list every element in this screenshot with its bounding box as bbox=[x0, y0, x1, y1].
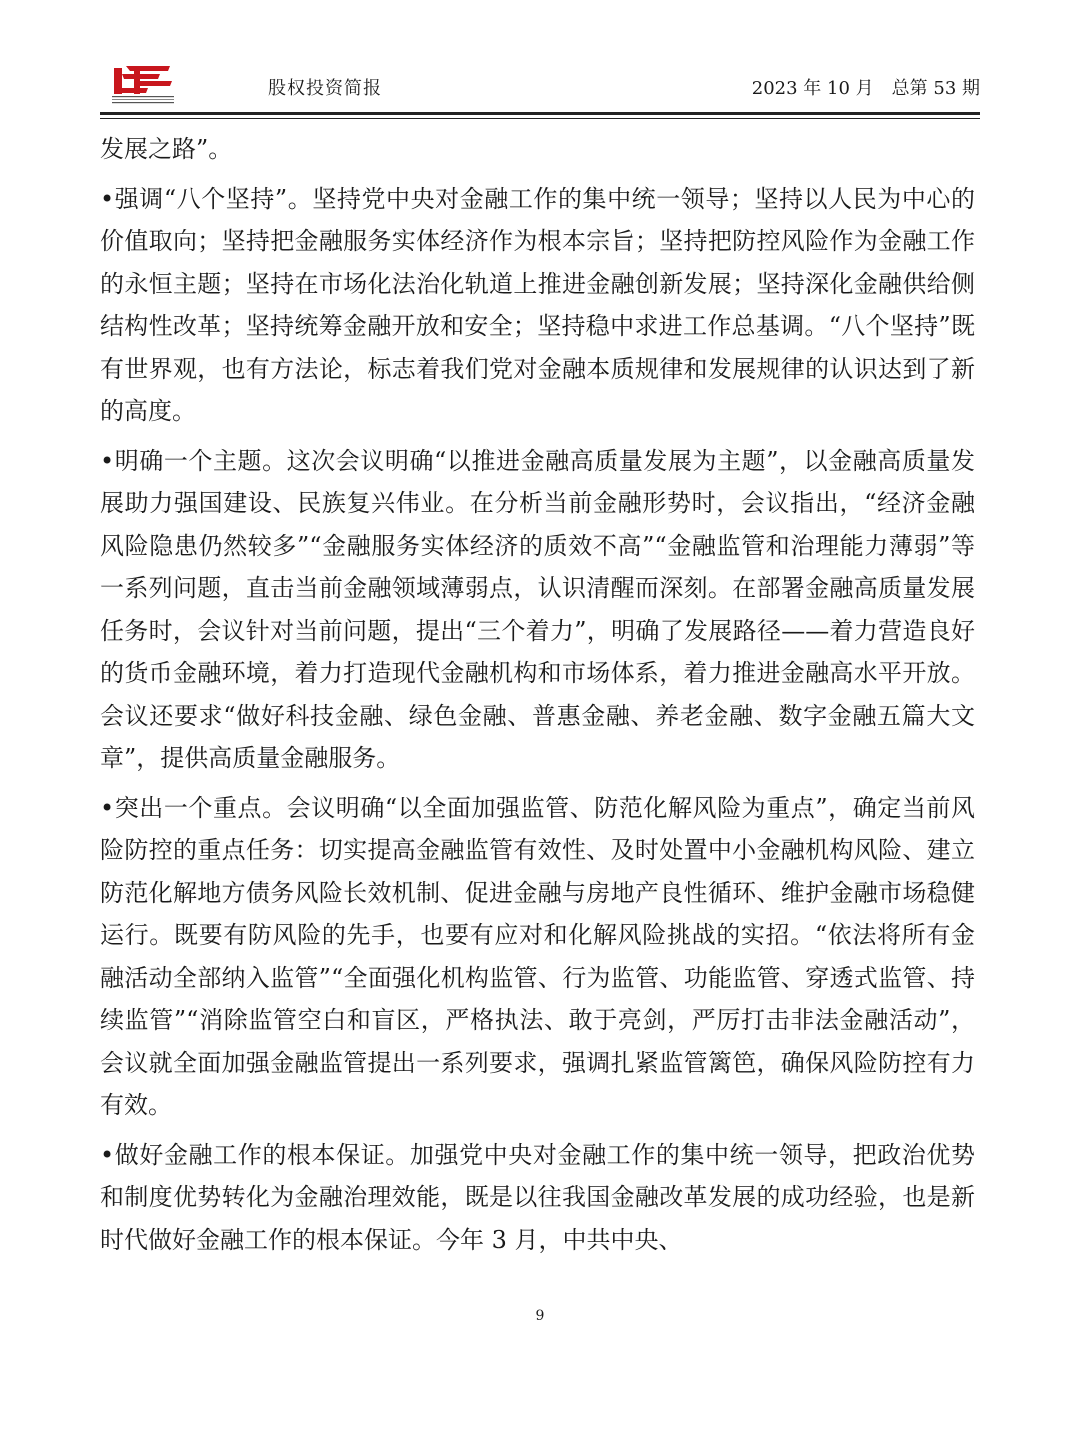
header-rule-thick bbox=[100, 112, 980, 115]
page-number: 9 bbox=[535, 1308, 545, 1324]
page-header bbox=[100, 60, 980, 112]
paragraph-one-focus: •突出一个重点。会议明确“以全面加强监管、防范化解风险为重点”，确定当前风险防控的重点任务：切实提高金融监管有效性、及时处置中小金融机构风险、建立防范化解地方债务风险长效机制、促进金融与房地产良性循环、维护金融市场稳健运行。既要有防风险的先手，也要有应对和化解风险挑战的实招。“依法将所有金融活动全部纳入监管”“全面强化机构监管、行为监管、功能监管、穿透式监管、持续监管”“消除监管空白和盲区，严格执法、敢于亮剑，严厉打击非法金融活动”，会议就全面加强金融监管提出一系列要求，强调扎紧监管篱笆，确保风险防控有力有效。 bbox=[100, 793, 975, 1119]
paragraph-one-theme: •明确一个主题。这次会议明确“以推进金融高质量发展为主题”，以金融高质量发展助力强国建设、民族复兴伟业。在分析当前金融形势时，会议指出，“经济金融风险隐患仍然较多”“金融服务实体经济的质效不高”“金融监管和治理能力薄弱”等一系列问题，直击当前金融领域薄弱点，认识清醒而深刻。在部署金融高质量发展任务时，会议针对当前问题，提出“三个着力”，明确了发展路径——着力营造良好的货币金融环境，着力打造现代金融机构和市场体系，着力推进金融高水平开放。会议还要求“做好科技金融、绿色金融、普惠金融、养老金融、数字金融五篇大文章”，提供高质量金融服务。 bbox=[100, 446, 975, 772]
article-body bbox=[100, 128, 975, 1261]
paragraph-continuation: 发展之路”。 bbox=[100, 135, 233, 163]
paragraph-eight-insistences: •强调“八个坚持”。坚持党中央对金融工作的集中统一领导；坚持以人民为中心的价值取向；坚持把金融服务实体经济作为根本宗旨；坚持把防控风险作为金融工作的永恒主题；坚持在市场化法治化轨道上推进金融创新发展；坚持深化金融供给侧结构性改革；坚持统筹金融开放和安全；坚持稳中求进工作总基调。“八个坚持”既有世界观，也有方法论，标志着我们党对金融本质规律和发展规律的认识达到了新的高度。 bbox=[100, 184, 975, 425]
issue-info: 2023 年 10 月 总第 53 期 bbox=[751, 78, 980, 99]
header-rule-thin bbox=[100, 118, 980, 119]
association-logo-icon bbox=[108, 62, 178, 108]
newsletter-title: 股权投资简报 bbox=[268, 78, 382, 99]
paragraph-fundamental-guarantee: •做好金融工作的根本保证。加强党中央对金融工作的集中统一领导，把政治优势和制度优势转化为金融治理效能，既是以往我国金融改革发展的成功经验，也是新时代做好金融工作的根本保证。今年 3 月，中共中央、 bbox=[100, 1140, 975, 1254]
